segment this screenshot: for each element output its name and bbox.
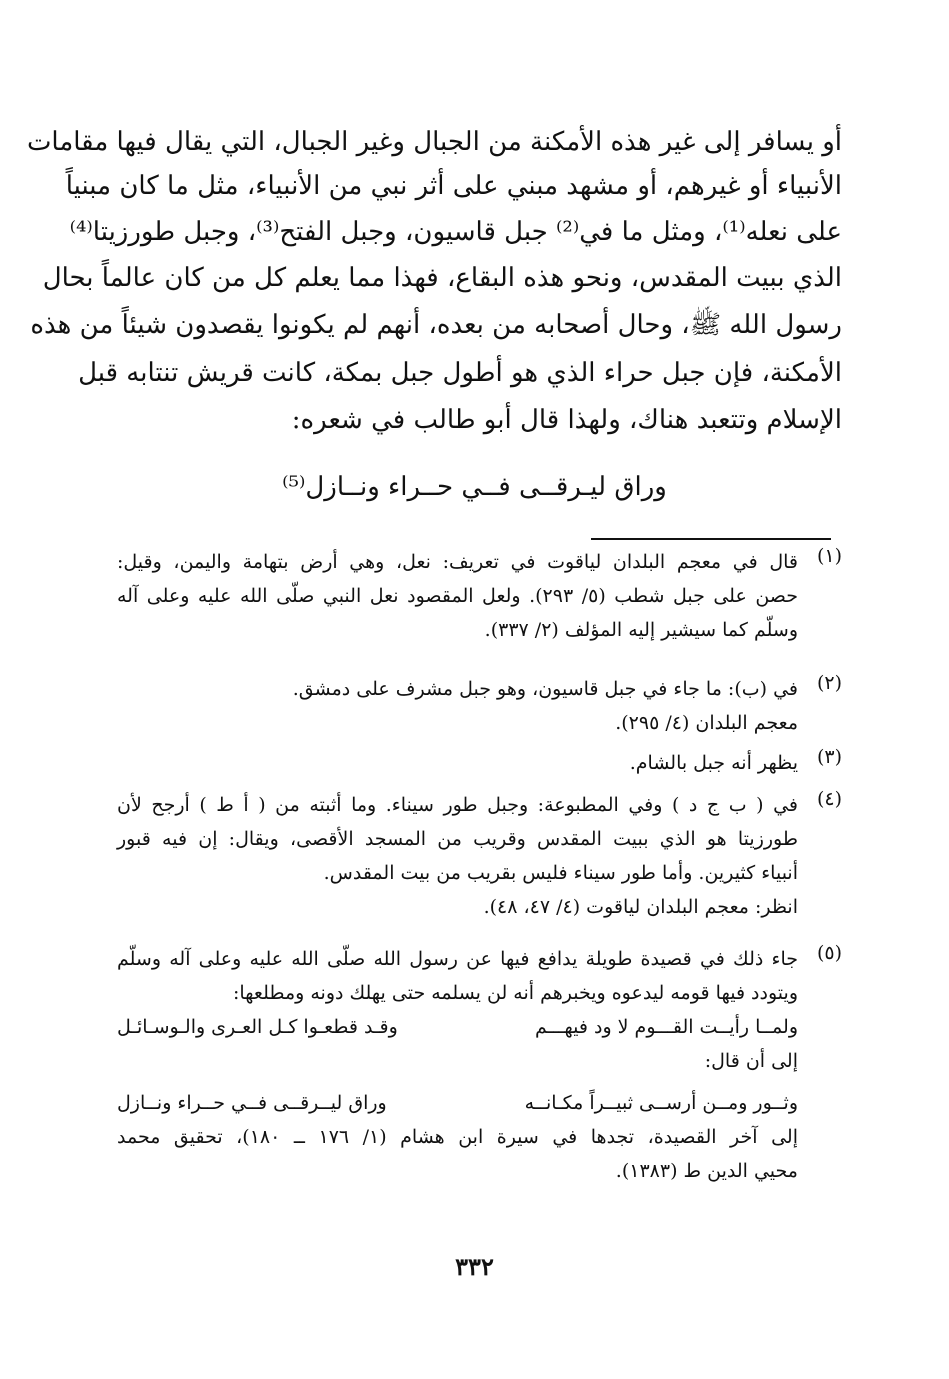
footnote-line: في ( ب ج د ) وفي المطبوعة: وجبل طور سيناء. وما أثبته من ( أ ط ) أرجح لأن: [117, 794, 798, 816]
footnote-number: (١): [816, 545, 842, 567]
body-line: على نعله⁽¹⁾، ومثل ما في⁽²⁾ جبل قاسيون، وجبل الفتح⁽³⁾، وجبل طورزيتا⁽⁴⁾: [69, 217, 842, 247]
footnote-line: قال في معجم البلدان لياقوت في تعريف: نعل، وهي أرض بتهامة واليمن، وقيل:: [117, 551, 798, 573]
footnote-line: إلى آخر القصيدة، تجدها في سيرة ابن هشام (١/ ١٧٦ ــ ١٨٠)، تحقيق محمد: [117, 1126, 798, 1148]
verse-first-hemistich: وثــور ومــن أرســى ثبيــراً مكـانــه: [524, 1092, 798, 1114]
footnote-line: انظر: معجم البلدان لياقوت (٤/ ٤٧، ٤٨).: [483, 896, 798, 918]
quoted-verse: وراق ليـرقــى فــي حــراء ونــازل⁽⁵⁾: [282, 472, 667, 502]
body-line: الأنبياء أو غيرهم، أو مشهد مبني على أثر نبي من الأنبياء، مثل ما كان مبنياً: [65, 171, 842, 201]
body-line: الأمكنة، فإن جبل حراء الذي هو أطول جبل بمكة، كانت قريش تنتابه قبل: [78, 358, 842, 388]
verse-second-hemistich: وراق ليــرقــى فــي حــراء ونــازل: [117, 1092, 387, 1114]
body-line: الإسلام وتتعبد هناك، ولهذا قال أبو طالب في شعره:: [291, 405, 842, 435]
footnote-separator: [591, 538, 831, 540]
verse-first-hemistich: ولمــا رأيــت القـــوم لا ود فيهـــم: [535, 1016, 798, 1038]
footnote-number: (٣): [816, 746, 842, 768]
footnote-line: أنبياء كثيرين. وأما طور سيناء فليس بقريب من بيت المقدس.: [323, 862, 798, 884]
footnote-number: (٥): [816, 942, 842, 964]
footnote-line: ويتودد فيها قومه ليدعوه ويخبرهم أنه لن يسلمه حتى يهلك دونه ومطلعها:: [232, 982, 798, 1004]
footnote-number: (٤): [816, 788, 842, 810]
verse-second-hemistich: وقـد قطعـوا كـل العـرى والـوسـائـل: [117, 1016, 398, 1038]
footnote-line: إلى أن قال:: [704, 1050, 798, 1072]
body-line: رسول الله ﷺ، وحال أصحابه من بعده، أنهم لم يكونوا يقصدون شيئاً من هذه: [30, 310, 842, 340]
footnote-line: جاء ذلك في قصيدة طويلة يدافع فيها عن رسول الله صلّى الله عليه وعلى آله وسلّم: [117, 948, 798, 970]
footnote-line: طورزيتا هو الذي ببيت المقدس وقريب من المسجد الأقصى، ويقال: إن فيه قبور: [117, 828, 798, 850]
body-line: الذي ببيت المقدس، ونحو هذه البقاع، فهذا مما يعلم كل من كان عالماً بحال: [42, 263, 842, 293]
page-number: ٣٣٢: [455, 1252, 494, 1281]
footnote-verse-1: [117, 1010, 798, 1044]
footnote-line: محيي الدين ط (١٣٨٣).: [615, 1160, 798, 1182]
body-line: أو يسافر إلى غير هذه الأمكنة من الجبال وغير الجبال، التي يقال فيها مقامات: [26, 127, 842, 157]
footnote-line: في (ب): ما جاء في جبل قاسيون، وهو جبل مشرف على دمشق.: [292, 678, 798, 700]
footnote-number: (٢): [816, 672, 842, 694]
footnote-line: معجم البلدان (٤/ ٢٩٥).: [615, 712, 798, 734]
footnote-line: يظهر أنه جبل بالشام.: [629, 752, 798, 774]
footnote-line: حصن على جبل شطب (٥/ ٢٩٣). ولعل المقصود نعل النبي صلّى الله عليه وعلى آله: [117, 585, 799, 607]
footnote-line: وسلّم كما سيشير إليه المؤلف (٢/ ٣٣٧).: [484, 619, 798, 641]
footnote-verse-2: [117, 1086, 798, 1120]
